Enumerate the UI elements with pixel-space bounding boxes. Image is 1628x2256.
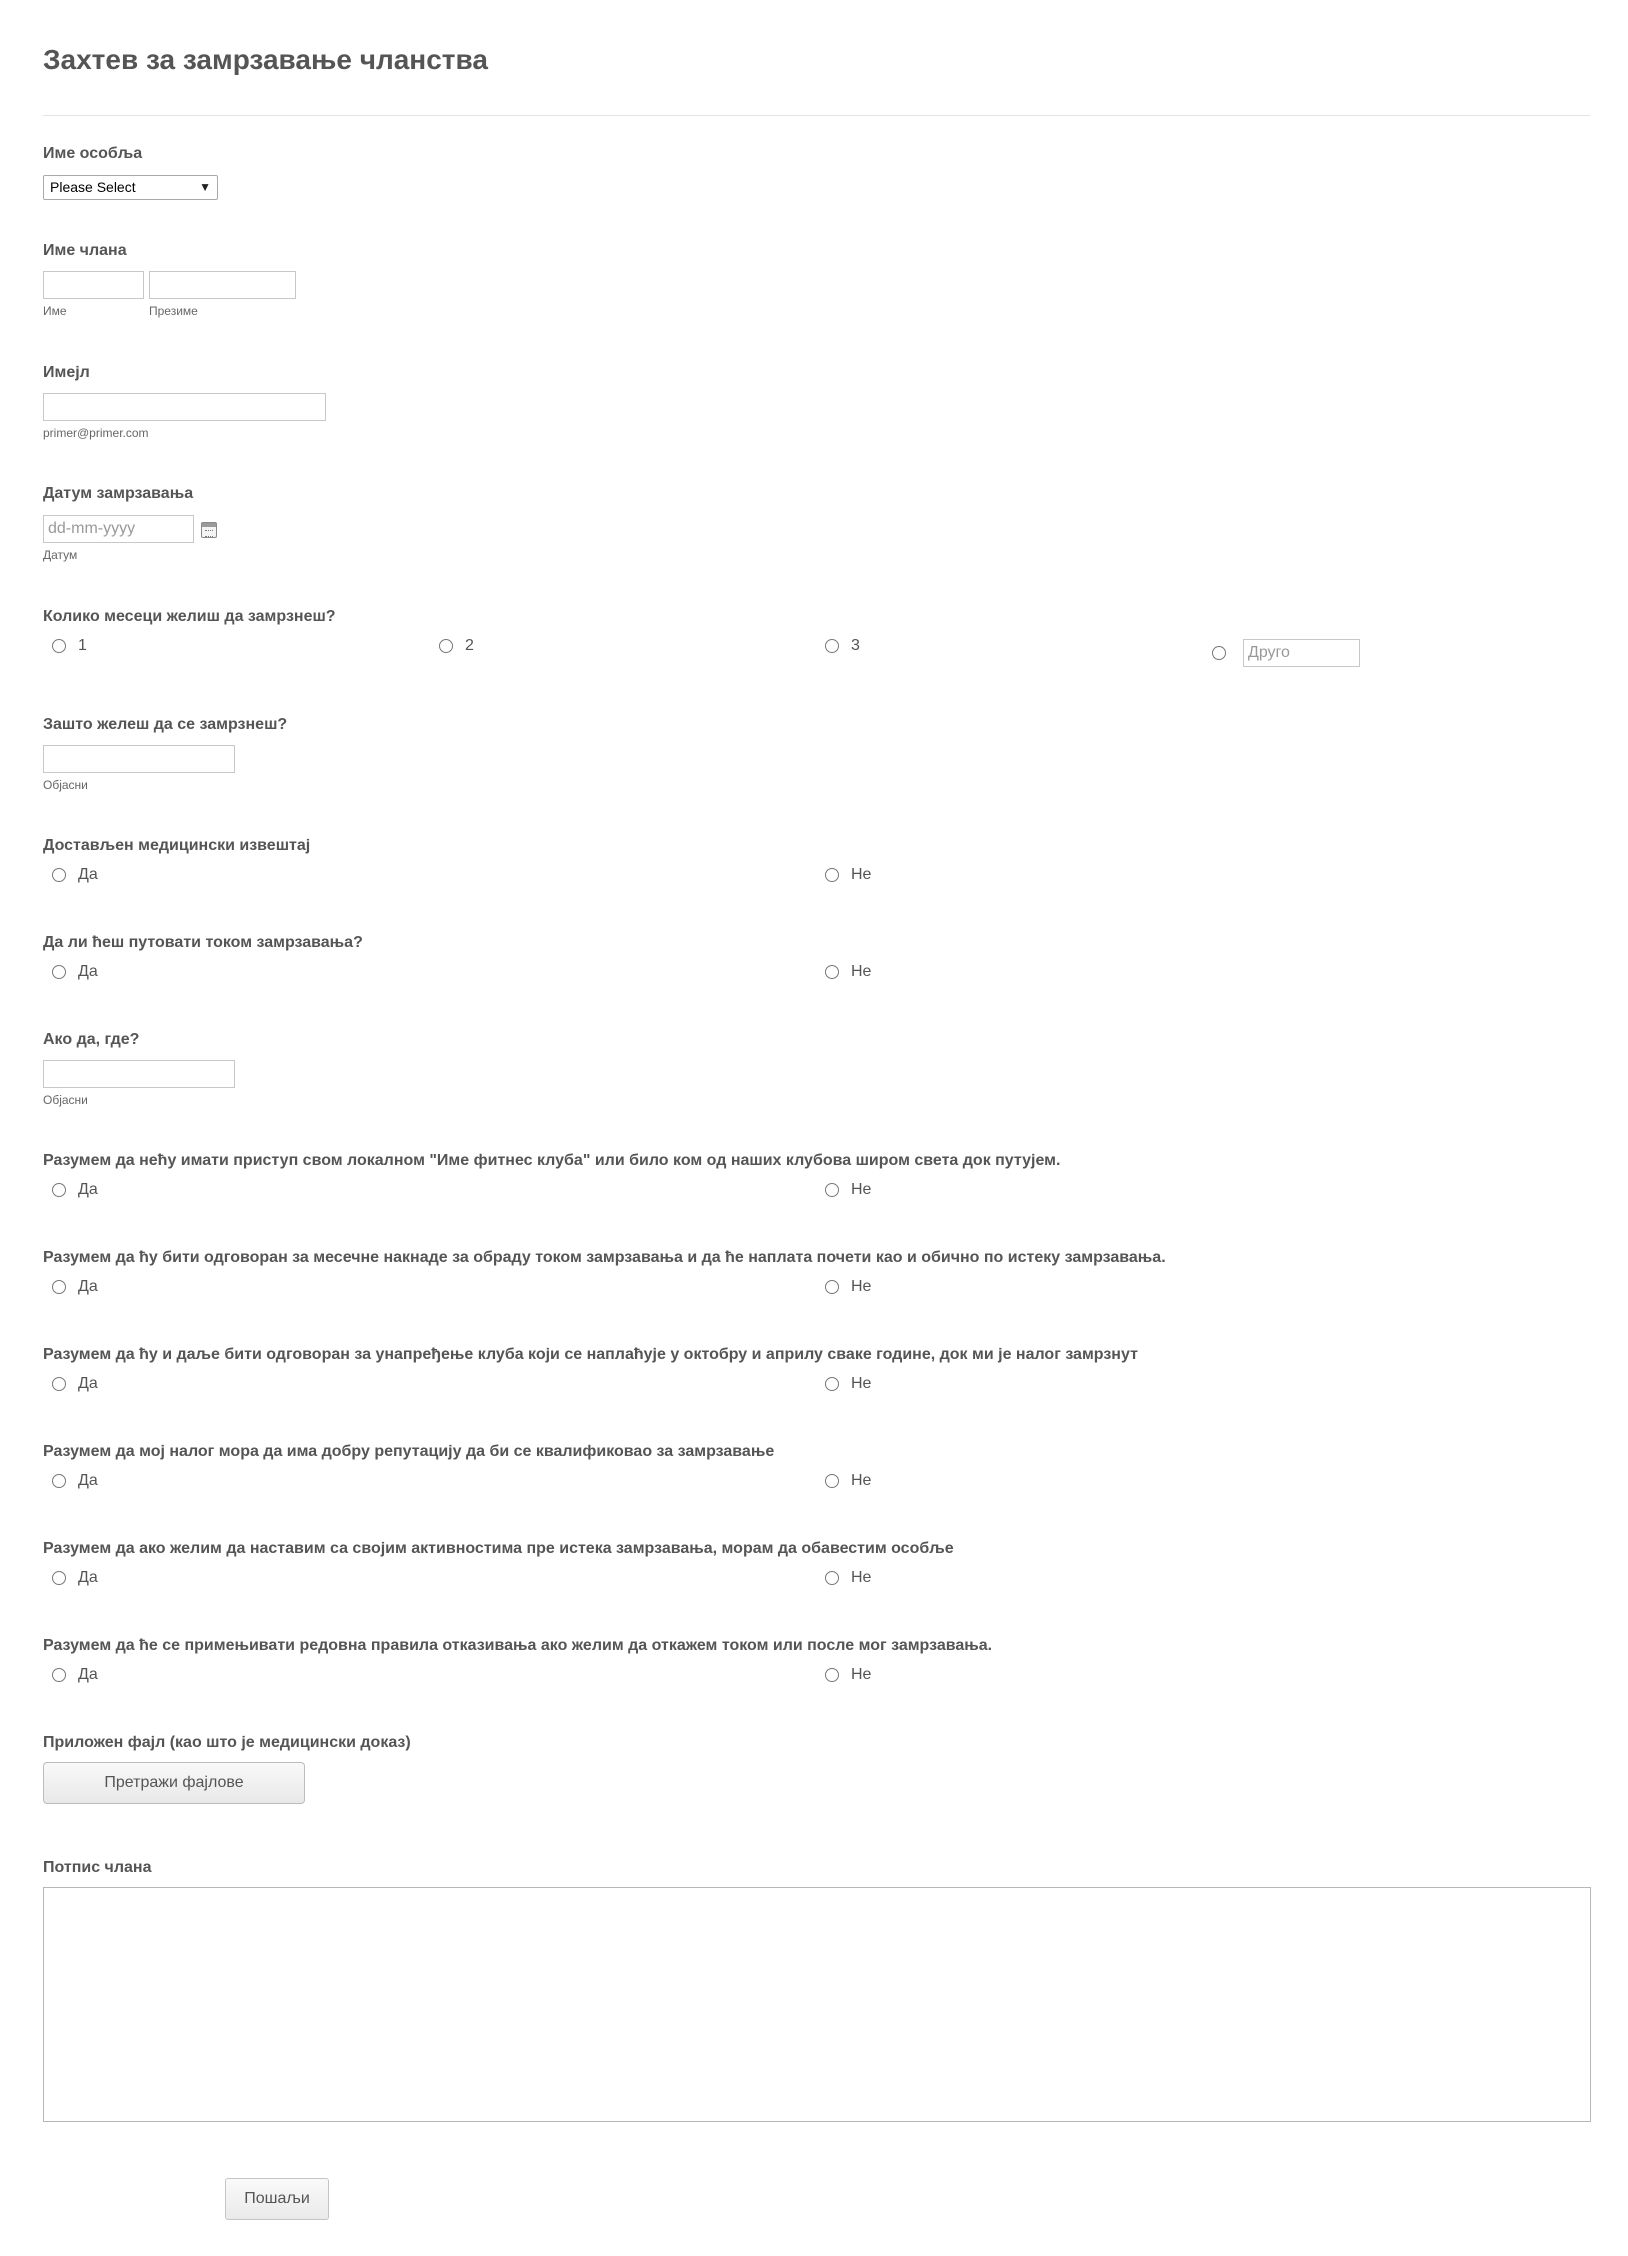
no-label: Не [851,1375,872,1392]
yes-label: Да [78,1569,98,1586]
radio-icon[interactable] [825,965,839,979]
signature-pad[interactable] [43,1887,1591,2122]
first-name-input[interactable] [43,271,144,299]
medical-report-label: Достављен медицински извештај [43,837,311,854]
radio-icon[interactable] [825,1377,839,1391]
radio-icon[interactable] [52,1474,66,1488]
months-option-label: 1 [78,637,87,654]
radio-icon[interactable] [52,1183,66,1197]
ack-6-no-option[interactable] [825,1666,871,1684]
radio-icon[interactable] [825,1183,839,1197]
file-upload-label: Приложен фајл (као што је медицински доказ) [43,1734,411,1751]
yes-label: Да [78,866,98,883]
browse-files-button[interactable]: Претражи фајлове [43,1762,305,1804]
radio-icon[interactable] [825,1474,839,1488]
radio-icon[interactable] [825,639,839,653]
email-label: Имејл [43,364,90,381]
yes-label: Да [78,1181,98,1198]
months-option-1[interactable] [52,637,87,655]
radio-icon[interactable] [825,1668,839,1682]
radio-icon[interactable] [825,1280,839,1294]
no-label: Не [851,1569,872,1586]
freeze-date-sublabel: Датум [43,548,78,562]
radio-icon[interactable] [825,868,839,882]
ack-5-label: Разумем да ако желим да наставим са својим активностима пре истека замрзавања, морам да обавестим особље [43,1540,954,1557]
ack-3-yes-option[interactable] [52,1375,98,1393]
months-option-other-radio[interactable] [1212,646,1226,660]
calendar-icon[interactable] [201,522,217,538]
where-label: Ако да, где? [43,1031,140,1048]
no-label: Не [851,1666,872,1683]
ack-2-no-option[interactable] [825,1278,871,1296]
ack-1-no-option[interactable] [825,1181,871,1199]
ack-6-yes-option[interactable] [52,1666,98,1684]
member-name-label: Име члана [43,242,127,259]
yes-label: Да [78,1278,98,1295]
reason-sublabel: Објасни [43,778,88,792]
yes-label: Да [78,1375,98,1392]
no-label: Не [851,1278,872,1295]
ack-6-label: Разумем да ће се примењивати редовна правила отказивања ако желим да откажем током или после мог замрзавања. [43,1637,993,1654]
ack-5-no-option[interactable] [825,1569,871,1587]
ack-5-yes-option[interactable] [52,1569,98,1587]
ack-3-label: Разумем да ћу и даље бити одговоран за унапређење клуба који се наплаћује у октобру и априлу сваке године, док ми је налог замрзнут [43,1346,1138,1363]
radio-icon[interactable] [439,639,453,653]
months-other-input[interactable]: Друго [1243,639,1360,667]
months-option-label: 2 [465,637,474,654]
where-sublabel: Објасни [43,1093,88,1107]
months-option-label: 3 [851,637,860,654]
months-option-2[interactable] [439,637,474,655]
ack-1-yes-option[interactable] [52,1181,98,1199]
chevron-down-icon: ▼ [199,180,211,194]
last-name-sublabel: Презиме [149,304,198,318]
no-label: Не [851,866,872,883]
email-field[interactable] [43,393,326,421]
travel-no-option[interactable] [825,963,871,981]
months-label: Колико месеци желиш да замрзнеш? [43,608,336,625]
travel-yes-option[interactable] [52,963,98,981]
no-label: Не [851,1472,872,1489]
first-name-sublabel: Име [43,304,67,318]
no-label: Не [851,1181,872,1198]
where-input[interactable] [43,1060,235,1088]
radio-icon[interactable] [825,1571,839,1585]
ack-4-no-option[interactable] [825,1472,871,1490]
months-option-3[interactable] [825,637,860,655]
ack-1-label: Разумем да нећу имати приступ свом локалном "Име фитнес клуба" или било ком од наших клубова широм света док путујем. [43,1152,1061,1169]
freeze-date-input[interactable]: dd-mm-yyyy [43,515,194,543]
travel-label: Да ли ћеш путовати током замрзавања? [43,934,363,951]
reason-label: Зашто желеш да се замрзнеш? [43,716,288,733]
ack-2-yes-option[interactable] [52,1278,98,1296]
reason-input[interactable] [43,745,235,773]
ack-4-label: Разумем да мој налог мора да има добру репутацију да би се квалификовао за замрзавање [43,1443,775,1460]
ack-3-no-option[interactable] [825,1375,871,1393]
staff-name-select-value: Please Select [50,179,136,195]
radio-icon[interactable] [52,639,66,653]
no-label: Не [851,963,872,980]
divider [43,115,1590,116]
yes-label: Да [78,1666,98,1683]
ack-4-yes-option[interactable] [52,1472,98,1490]
radio-icon[interactable] [52,965,66,979]
radio-icon[interactable] [52,1377,66,1391]
yes-label: Да [78,963,98,980]
yes-label: Да [78,1472,98,1489]
form-title: Захтев за замрзавање чланства [43,44,488,75]
medical-no-option[interactable] [825,866,871,884]
email-sublabel: primer@primer.com [43,426,149,440]
radio-icon[interactable] [52,868,66,882]
radio-icon[interactable] [52,1668,66,1682]
radio-icon[interactable] [52,1571,66,1585]
signature-label: Потпис члана [43,1859,152,1876]
radio-icon[interactable] [52,1280,66,1294]
medical-yes-option[interactable] [52,866,98,884]
ack-2-label: Разумем да ћу бити одговоран за месечне накнаде за обраду током замрзавања и да ће наплата почети као и обично по истеку замрзавања. [43,1249,1166,1266]
staff-name-select[interactable] [43,175,218,200]
staff-name-label: Име особља [43,145,143,162]
submit-button[interactable]: Пошаљи [225,2178,329,2220]
last-name-input[interactable] [149,271,296,299]
freeze-date-label: Датум замрзавања [43,485,194,502]
